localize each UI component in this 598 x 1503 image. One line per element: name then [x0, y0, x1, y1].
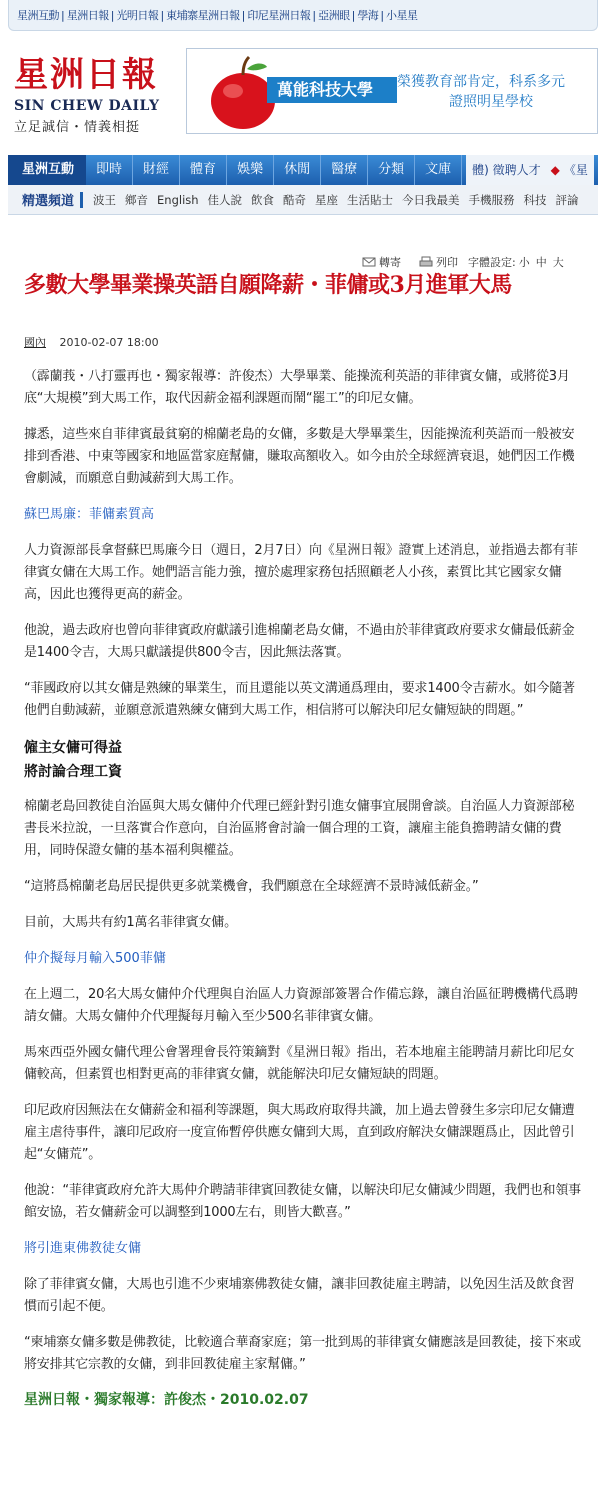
- print-link[interactable]: 列印: [436, 256, 458, 269]
- subheading-4: 將引進東佛教徒女傭: [24, 1241, 142, 1256]
- paragraph-3: 人力資源部長拿督蘇巴馬廉今日（週日，2月7日）向《星洲日報》證實上述消息，並指過去都有菲律賓女傭在大馬工作。她們語言能力強，擅於處理家務包括照顧老人小孩，素質比其它國家女傭高，因此也獲得更高的薪金。: [24, 543, 578, 602]
- article-meta: [24, 334, 159, 350]
- banner-line-1: 榮獲教育部肯定，科系多元: [397, 74, 565, 90]
- nav-item-breaking[interactable]: 即時: [86, 155, 133, 185]
- paragraph-12: 他說：“菲律賓政府允許大馬仲介聘請菲律賓回教徒女傭，以解決印尼女傭減少問題，我們也和領事館安協，若女傭薪金可以調整到1000左右，則皆大歡喜。”: [24, 1183, 581, 1220]
- channel-item-english[interactable]: English: [157, 192, 199, 207]
- channel-item-xiangyin[interactable]: 鄉音: [125, 192, 149, 207]
- banner-ad[interactable]: [186, 48, 598, 134]
- nav-home[interactable]: 星洲互動: [8, 155, 86, 185]
- subheading-2a: 僱主女傭可得益: [24, 740, 122, 756]
- top-link-asia-eye[interactable]: 亞洲眼: [318, 9, 350, 22]
- paragraph-2: 據悉，這些來自菲律賓最貧窮的棉蘭老島的女傭，多數是大學畢業生，因能操流利英語而一般被安排到香港、中東等國家和地區當家庭幫傭，賺取高額收入。如今由於全球經濟衰退，她們因工作機會劇減，而願意自動減薪到大馬工作。: [24, 427, 575, 486]
- paragraph-7: “這將爲棉蘭老島居民提供更多就業機會，我們願意在全球經濟不景時減低薪金。”: [24, 879, 479, 894]
- top-link-indonesia[interactable]: 印尼星洲日報: [247, 9, 311, 22]
- paragraph-5: “菲國政府以其女傭是熟練的畢業生，而且還能以英文溝通爲理由，要求1400令吉薪水。如今隨著他們自動減薪，並願意派遣熟練女傭到大馬工作，相信將可以解決印尼女傭短缺的問題。”: [24, 681, 575, 718]
- logo-chinese: 星洲日報: [14, 55, 158, 95]
- channel-item-tech[interactable]: 科技: [523, 192, 547, 207]
- font-size-small[interactable]: 小: [518, 256, 530, 269]
- paragraph-1: （霹蘭莪・八打靈再也・獨家報導：許俊杰）大學畢業、能操流利英語的菲律賓女傭，或將從3月底“大規模”到大馬工作，取代因薪金福利課題而鬧“罷工”的印尼女傭。: [24, 369, 570, 406]
- top-site-bar: 星洲互動 | 星洲日報 | 光明日報 | 東埔寨星洲日報 | 印尼星洲日報 | 亞洲眼 | 學海 | 小星星: [8, 0, 598, 31]
- print-icon: [419, 256, 433, 268]
- article-byline: 星洲日報・獨家報導：許俊杰・2010.02.07: [24, 1392, 309, 1408]
- article-datetime: 2010-02-07 18:00: [59, 336, 159, 349]
- site-logo[interactable]: [14, 56, 174, 146]
- channel-nav-divider: [80, 192, 83, 208]
- subheading-1: 蘇巴馬廉：菲傭素質高: [24, 507, 155, 522]
- nav-item-archive[interactable]: 文庫: [415, 155, 462, 185]
- nav-item-finance[interactable]: 財經: [133, 155, 180, 185]
- paragraph-6: 棉蘭老島回教徒自治區與大馬女傭仲介代理已經針對引進女傭事宜展開會談。自治區人力資源部秘書長米拉說，一旦落實合作意向，自治區將會討論一個合理的工資，讓雇主能負擔聘請女傭的費用，同時保證女傭的基本福利與權益。: [24, 799, 575, 858]
- paragraph-10: 馬來西亞外國女傭代理公會署理會長符策鏑對《星洲日報》指出，若本地雇主能聘請月薪比印尼女傭較高，但素質也相對更高的菲律賓女傭，就能解決印尼女傭短缺的問題。: [24, 1045, 575, 1082]
- article-tools: [362, 254, 598, 270]
- nav-item-leisure[interactable]: 休閒: [274, 155, 321, 185]
- top-link-sinchew-daily[interactable]: 星洲日報: [66, 9, 109, 22]
- channel-item-life-tips[interactable]: 生活貼士: [347, 192, 394, 207]
- banner-line-2: 證照明星學校: [449, 94, 533, 110]
- channel-item-opinion[interactable]: 評論: [555, 192, 579, 207]
- paragraph-14: “柬埔寨女傭多數是佛教徒，比較適合華裔家庭；第一批到馬的菲律賓女傭應該是回教徒，接下來或將安排其它宗教的女傭，到非回教徒雇主家幫傭。”: [24, 1335, 581, 1372]
- paragraph-4: 他說，過去政府也曾向菲律賓政府獻議引進棉蘭老島女傭，不過由於菲律賓政府要求女傭最低薪金是1400令吉，大馬只獻議提供800令吉，因此無法落實。: [24, 623, 575, 660]
- paragraph-11: 印尼政府因無法在女傭薪金和福利等課題，與大馬政府取得共識，加上過去曾發生多宗印尼女傭遭雇主虐待事件，讓印尼政府一度宣佈暫停供應女傭到大馬，直到政府解決女傭課題爲止，因此曾引起“女傭荒”。: [24, 1103, 575, 1162]
- top-link-guangming[interactable]: 光明日報: [116, 9, 159, 22]
- subheading-2b: 將討論合理工資: [24, 764, 122, 780]
- article-title: 多數大學畢業操英語自願降薪・菲傭或3月進軍大馬: [24, 272, 512, 298]
- nav-item-health[interactable]: 醫療: [321, 155, 368, 185]
- font-size-large[interactable]: 大: [552, 256, 564, 269]
- channel-item-mobile[interactable]: 手機服務: [468, 192, 515, 207]
- channel-item-bowang[interactable]: 波王: [93, 192, 117, 207]
- forward-icon: [362, 256, 376, 268]
- logo-english: SIN CHEW DAILY: [14, 98, 160, 114]
- logo-motto: 立足誠信・情義相挺: [14, 120, 141, 135]
- font-size-label: 字體設定:: [468, 256, 516, 269]
- nav-item-sports[interactable]: 體育: [180, 155, 227, 185]
- top-link-xuehai[interactable]: 學海: [357, 9, 379, 22]
- banner-university: 萬能科技大學: [267, 77, 397, 103]
- article-category-link[interactable]: 國內: [24, 336, 46, 349]
- nav-promo-ticker[interactable]: 體) 徵聘人才 ◆ 《星: [466, 155, 594, 185]
- paragraph-9: 在上週二，20名大馬女傭仲介代理與自治區人力資源部簽署合作備忘錄，讓自治區征聘機構代爲聘請女傭。大馬女傭仲介代理擬每月輸入至少500名菲律賓女傭。: [24, 987, 578, 1024]
- channel-item-horoscope[interactable]: 星座: [315, 192, 339, 207]
- forward-link[interactable]: 轉寄: [379, 256, 401, 269]
- channel-nav-label: 精選頻道: [22, 194, 75, 209]
- top-link-cambodia[interactable]: 東埔寨星洲日報: [166, 9, 240, 22]
- paragraph-8: 目前，大馬共有約1萬名菲律賓女傭。: [24, 915, 237, 930]
- channel-item-jiarenshuo[interactable]: 佳人說: [207, 192, 243, 207]
- article-body: [24, 366, 584, 1412]
- channel-item-beauty[interactable]: 今日我最美: [402, 192, 460, 207]
- diamond-icon: ◆: [550, 163, 560, 177]
- top-link-little-star[interactable]: 小星星: [386, 9, 418, 22]
- nav-item-classifieds[interactable]: 分類: [368, 155, 415, 185]
- nav-item-entertainment[interactable]: 娛樂: [227, 155, 274, 185]
- channel-item-food[interactable]: 飲食: [251, 192, 275, 207]
- font-size-medium[interactable]: 中: [535, 256, 547, 269]
- paragraph-13: 除了菲律賓女傭，大馬也引進不少柬埔寨佛教徒女傭，讓非回教徒雇主聘請，以免因生活及飲食習慣而引起不便。: [24, 1277, 575, 1314]
- channel-nav: [8, 185, 598, 215]
- channel-item-kuqi[interactable]: 酷奇: [283, 192, 307, 207]
- subheading-3: 仲介擬每月輸入500菲傭: [24, 951, 166, 966]
- top-link-sinchew-interactive[interactable]: 星洲互動: [17, 9, 59, 22]
- main-nav: [8, 155, 598, 185]
